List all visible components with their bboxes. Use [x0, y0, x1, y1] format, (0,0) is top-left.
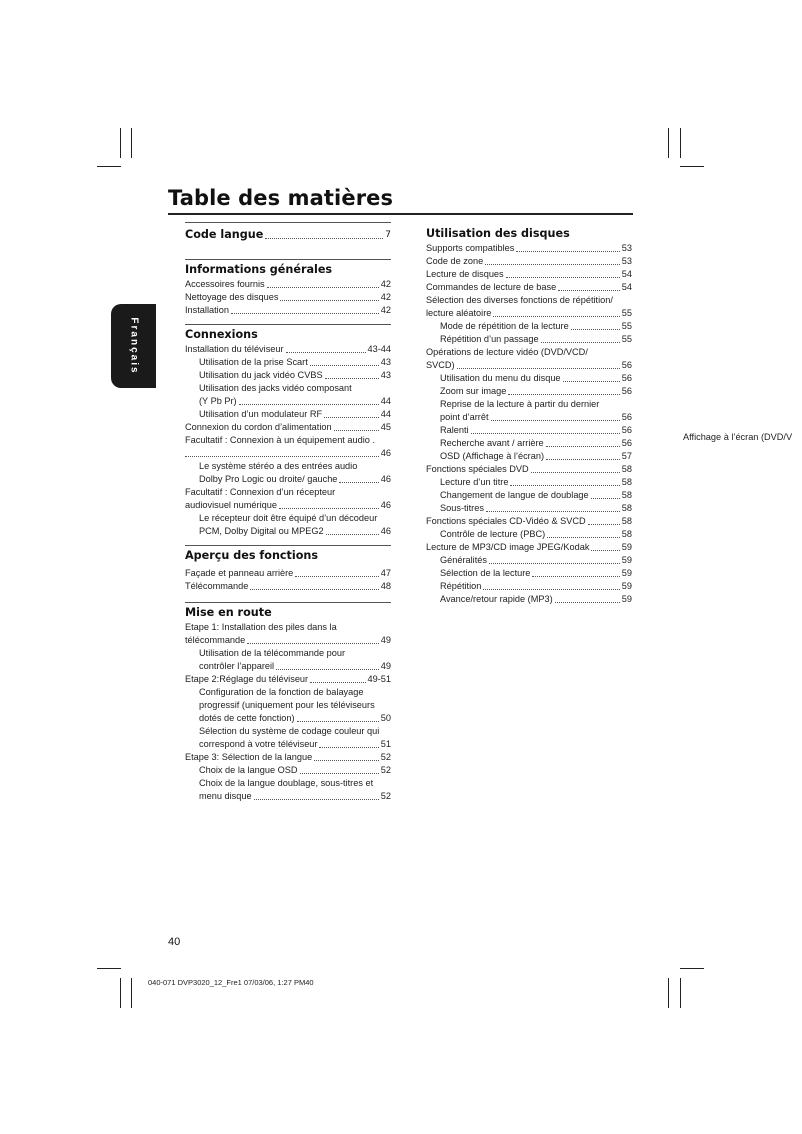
toc-entry-text: Utilisation des jacks vidéo composant	[199, 383, 352, 393]
side-text: Affichage à l’écran (DVD/V	[683, 432, 793, 442]
section-heading: Mise en route	[185, 606, 272, 619]
section-heading: Aperçu des fonctions	[185, 549, 319, 562]
toc-entry-text: Sélection des diverses fonctions de répétition/	[426, 295, 613, 305]
toc-entry[interactable]: Utilisation d’un modulateur RF 44	[199, 409, 391, 419]
toc-entry[interactable]: Etape 2:Réglage du téléviseur 49-51	[185, 674, 391, 684]
toc-entry[interactable]: Sous-titres 58	[440, 503, 632, 513]
toc-entry[interactable]: Installation 42	[185, 305, 391, 315]
toc-entry-text: Opérations de lecture vidéo (DVD/VCD/	[426, 347, 588, 357]
toc-entry[interactable]: Télécommande 48	[185, 581, 391, 591]
toc-entry[interactable]: point d’arrêt 56	[440, 412, 632, 422]
toc-entry[interactable]: Utilisation du jack vidéo CVBS 43	[199, 370, 391, 380]
crop-mark	[120, 128, 121, 158]
toc-entry[interactable]: contrôler l’appareil 49	[199, 661, 391, 671]
toc-entry[interactable]: Lecture d’un titre 58	[440, 477, 632, 487]
toc-entry[interactable]: Lecture de disques 54	[426, 269, 632, 279]
toc-entry[interactable]: Fonctions spéciales CD-Vidéo & SVCD 58	[426, 516, 632, 526]
toc-right-column	[426, 222, 632, 606]
crop-mark	[131, 128, 132, 158]
toc-left-column	[185, 222, 391, 803]
toc-entry-text: Configuration de la fonction de balayage	[199, 687, 364, 697]
crop-mark	[97, 968, 121, 969]
toc-entry-text: progressif (uniquement pour les téléviseurs	[199, 700, 375, 710]
page-title: Table des matières	[168, 186, 394, 210]
toc-entry-text: Sélection du système de codage couleur qui	[199, 726, 380, 736]
section-code-langue	[185, 222, 391, 243]
language-tab-label: Français	[128, 317, 139, 375]
toc-entry[interactable]: Code langue 7	[185, 228, 391, 241]
toc-entry[interactable]: Installation du téléviseur 43-44	[185, 344, 391, 354]
toc-entry[interactable]: Avance/retour rapide (MP3) 59	[440, 594, 632, 604]
section-apercu	[185, 545, 391, 593]
crop-mark	[131, 978, 132, 1008]
toc-entry[interactable]: Choix de la langue OSD 52	[199, 765, 391, 775]
toc-entry[interactable]: (Y Pb Pr) 44	[199, 396, 391, 406]
toc-entry[interactable]: Mode de répétition de la lecture 55	[440, 321, 632, 331]
toc-entry[interactable]: menu disque 52	[199, 791, 391, 801]
toc-entry[interactable]: 46	[185, 447, 391, 460]
toc-entry-text: Etape 1: Installation des piles dans la	[185, 622, 337, 632]
section-connexions	[185, 324, 391, 538]
toc-entry-text: Utilisation de la télécommande pour	[199, 648, 346, 658]
toc-entry-text: Le système stéréo a des entrées audio	[199, 461, 358, 471]
toc-entry[interactable]: lecture aléatoire 55	[426, 308, 632, 318]
toc-entry[interactable]: Dolby Pro Logic ou droite/ gauche 46	[199, 474, 391, 484]
crop-mark	[668, 128, 669, 158]
page-number: 40	[168, 936, 181, 948]
toc-entry[interactable]: Code de zone 53	[426, 256, 632, 266]
crop-mark	[680, 128, 681, 158]
toc-entry-text: Facultatif : Connexion à un équipement audio .	[185, 435, 375, 445]
toc-entry[interactable]: Etape 3: Sélection de la langue 52	[185, 752, 391, 762]
toc-entry[interactable]: télécommande 49	[185, 635, 391, 645]
toc-entry[interactable]: Ralenti 56	[440, 425, 632, 435]
toc-entry[interactable]: Généralités 59	[440, 555, 632, 565]
toc-entry-text: Facultatif : Connexion d’un récepteur	[185, 487, 336, 497]
toc-entry[interactable]: Façade et panneau arrière 47	[185, 568, 391, 578]
toc-entry[interactable]: dotés de cette fonction) 50	[199, 713, 391, 723]
crop-mark	[680, 968, 704, 969]
toc-entry[interactable]: OSD (Affichage à l’écran) 57	[440, 451, 632, 461]
section-heading: Utilisation des disques	[426, 227, 570, 240]
crop-mark	[680, 166, 704, 167]
toc-entry[interactable]: Zoom sur image 56	[440, 386, 632, 396]
section-heading: Informations générales	[185, 263, 333, 276]
toc-entry-text: Reprise de la lecture à partir du dernier	[440, 399, 600, 409]
language-tab	[111, 304, 156, 388]
section-heading: Connexions	[185, 328, 258, 341]
toc-entry[interactable]: SVCD) 56	[426, 360, 632, 370]
toc-entry[interactable]: Sélection de la lecture 59	[440, 568, 632, 578]
toc-entry[interactable]: Commandes de lecture de base 54	[426, 282, 632, 292]
toc-entry[interactable]: Accessoires fournis 42	[185, 279, 391, 289]
toc-entry[interactable]: Supports compatibles 53	[426, 243, 632, 253]
crop-mark	[668, 978, 669, 1008]
toc-entry-text: Choix de la langue doublage, sous-titres et	[199, 778, 374, 788]
toc-entry[interactable]: Fonctions spéciales DVD 58	[426, 464, 632, 474]
toc-entry[interactable]: Répétition 59	[440, 581, 632, 591]
toc-entry-text: Le récepteur doit être équipé d’un décodeur	[199, 513, 378, 523]
crop-mark	[680, 978, 681, 1008]
toc-entry[interactable]: Nettoyage des disques 42	[185, 292, 391, 302]
toc-entry[interactable]: Changement de langue de doublage 58	[440, 490, 632, 500]
toc-entry[interactable]: Contrôle de lecture (PBC) 58	[440, 529, 632, 539]
crop-mark	[97, 166, 121, 167]
toc-entry[interactable]: Connexion du cordon d’alimentation 45	[185, 422, 391, 432]
toc-entry[interactable]: correspond à votre téléviseur 51	[199, 739, 391, 749]
toc-entry[interactable]: Lecture de MP3/CD image JPEG/Kodak 59	[426, 542, 632, 552]
title-rule	[168, 213, 633, 215]
toc-entry[interactable]: audiovisuel numérique 46	[185, 500, 391, 510]
section-mise-en-route	[185, 602, 391, 803]
toc-entry[interactable]: Utilisation du menu du disque 56	[440, 373, 632, 383]
print-footer: 040-071 DVP3020_12_Fre1 07/03/06, 1:27 PM40	[148, 978, 314, 987]
section-informations	[185, 259, 391, 317]
toc-entry[interactable]: Utilisation de la prise Scart 43	[199, 357, 391, 367]
crop-mark	[120, 978, 121, 1008]
toc-entry[interactable]: Répétition d’un passage 55	[440, 334, 632, 344]
toc-entry[interactable]: Recherche avant / arrière 56	[440, 438, 632, 448]
toc-entry[interactable]: PCM, Dolby Digital ou MPEG2 46	[199, 526, 391, 536]
